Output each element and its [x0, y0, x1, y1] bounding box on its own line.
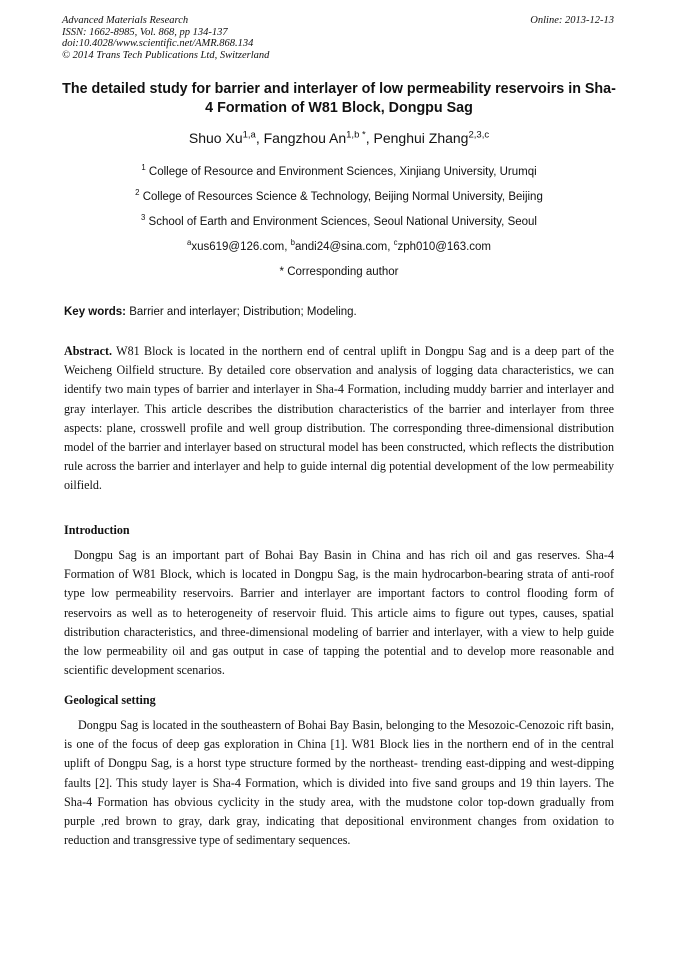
email-link[interactable]: zph010@163.com [397, 241, 492, 253]
abstract-label: Abstract. [64, 344, 113, 358]
abstract [64, 342, 614, 496]
author-affil-sup: 1,b * [346, 129, 366, 141]
email-line: $^a$xus619@126.com, $^b$andi24@sina.com, $^c$zph010@163.com [186, 238, 492, 253]
affiliation-sup: 2 [135, 188, 140, 198]
copyright-line: © 2014 Trans Tech Publications Ltd, Switzerland [62, 49, 270, 61]
affiliation-text: School of Earth and Environment Sciences, Seoul National University, Seoul [148, 216, 537, 228]
email-sup: a [186, 238, 192, 248]
affiliation-1 [40, 163, 638, 178]
email-sup: c [393, 238, 398, 248]
keywords [64, 306, 357, 318]
affiliation-text: College of Resources Science & Technology, Beijing Normal University, Beijing [142, 191, 543, 203]
issn-line: ISSN: 1662-8985, Vol. 868, pp 134-137 [62, 26, 228, 38]
email-link[interactable]: xus619@126.com [191, 241, 285, 253]
keywords-label: Key words: [64, 306, 126, 318]
online-date: Online: 2013-12-13 [530, 15, 614, 26]
affiliation-2 [40, 188, 638, 203]
email-link[interactable]: andi24@sina.com [294, 241, 388, 253]
affiliation-sup: 3 [140, 213, 146, 223]
author-name: Shuo Xu [188, 130, 243, 146]
author-affil-sup: 1,a [242, 129, 256, 141]
affiliation-text: College of Resource and Environment Sciences, Xinjiang University, Urumqi [148, 166, 537, 178]
section-heading-introduction: Introduction [64, 523, 130, 537]
doi-line: doi:10.4028/www.scientific.net/AMR.868.134 [62, 38, 254, 49]
affiliation-sup: 1 [141, 163, 146, 173]
author-name: Penghui Zhang [373, 130, 469, 146]
geological-setting-paragraph: Dongpu Sag is located in the southeastern of Bohai Bay Basin, belonging to the Mesozoic-Cenozoic rift basin, is one of the focus of deep gas exploration in China [1]. W81 Block lies in the northern end of in the central uplift of Dongpu Sag, is a horst type structure formed by the northeast- trending east-dipping and west-dipping faults [2]. This study layer is Sha-4 Formation, which is divided into five sand groups and 19 thin layers. The Sha-4 Formation has obvious cyclicity in the study area, with the mudstone color top-down gradually from purple ,red brown to gray, dark gray, indicating that depositional environment changes from oxidation to reduction and transgressive type of sedimentary sequences. [64, 718, 614, 848]
section-heading-geological-setting: Geological setting [64, 693, 156, 707]
paper-title: The detailed study for barrier and interlayer of low permeability reservoirs in Sha-4 Formation of W81 Block, Dongpu Sag [62, 81, 616, 116]
abstract-text: W81 Block is located in the northern end of central uplift in Dongpu Sag and is a deep part of the Weicheng Oilfield structure. By detailed core observation and analysis of logging data characteristics, we can identify two main types of barrier and interlayer in Sha-4 Formation, including muddy barrier and interlayer and gray interlayer. This article describes the distribution characteristics of the barrier and interlayer from three aspects: plane, crosswell profile and well group distribution. The corresponding three-dimensional distribution model of the barrier and interlayer based on structural model has been constructed, which reflects the distribution rule across the barrier and interlayer and help to guide internal dig potential development of the low permeability oilfield. [64, 344, 614, 493]
author-affil-sup: 2,3,c [468, 129, 490, 141]
author-line: Shuo Xu$^{1,a}$, Fangzhou $An^{1,b *}$, Penghui Zhang$^{2,3,c}$ [188, 129, 490, 146]
introduction-paragraph: Dongpu Sag is an important part of Bohai Bay Basin in China and has rich oil and gas reserves. Sha-4 Formation of W81 Block, which is located in Dongpu Sag, is the main hydrocarbon-bearing strata of anti-roof type low permeability reservoirs. Barrier and interlayer are important factors to control flooding form of reservoirs as well as to heterogeneity of reservoir fluid. This article aims to figure out types, causes, spatial distribution characteristics, and three-dimensional modeling of barrier and interlayer, with a view to help guide the low permeability oil and gas output in case of tapping the potential and to develop more reasonable and scientific development scenarios. [64, 548, 614, 678]
journal-name: Advanced Materials Research [62, 15, 189, 26]
affiliation-3 [40, 213, 638, 228]
keywords-text: Barrier and interlayer; Distribution; Modeling. [129, 306, 357, 318]
email-sup: b [290, 238, 295, 248]
corresponding-author-note: * Corresponding author [279, 266, 399, 278]
journal-info [62, 15, 269, 61]
author-name: Fangzhou An [263, 130, 347, 146]
